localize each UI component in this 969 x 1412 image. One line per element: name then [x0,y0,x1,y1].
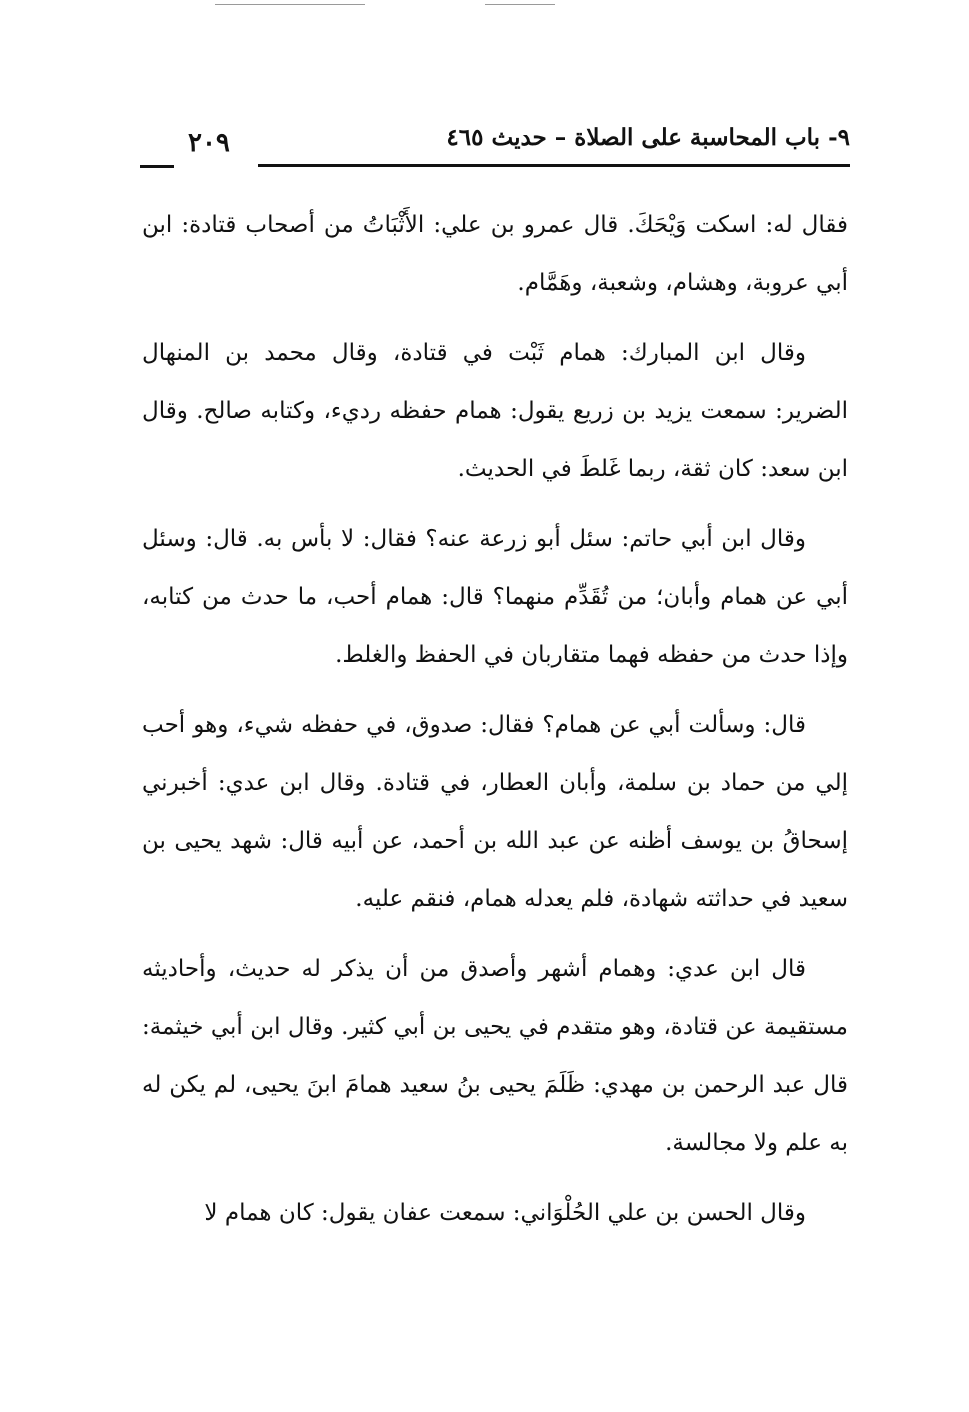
top-edge-rule [485,4,555,5]
paragraph: قال ابن عدي: وهمام أشهر وأصدق من أن يذكر له حديث، وأحاديثه مستقيمة عن قتادة، وهو متقدم في يحيى بن أبي كثير. وقال ابن أبي خيثمة: قال عبد الرحمن بن مهدي: ظَلَمَ يحيى بنُ سعيد همامَ ابنَ يحيى، لم يكن له به علم ولا مجالسة. [142,956,848,1156]
page-body [142,196,848,1242]
paragraph: وقال الحسن بن علي الحُلْوَاني: سمعت عفان يقول: كان همام لا [204,1200,806,1226]
paragraph: وقال ابن المبارك: همام ثَبْت في قتادة، وقال محمد بن المنهال الضرير: سمعت يزيد بن زريع يقول: همام حفظه رديء، وكتابه صالح. وقال ابن سعد: كان ثقة، ربما غَلطَ في الحديث. [142,340,848,482]
page-header [140,120,850,160]
top-edge-rule [215,4,365,5]
paragraph: قال: وسألت أبي عن همام؟ فقال: صدوق، في حفظه شيء، وهو أحب إلي من حماد بن سلمة، وأبان العطار، في قتادة. وقال ابن عدي: أخبرني إسحاقُ بن يوسف أظنه عن عبد الله بن أحمد، عن أبيه قال: شهد يحيى بن سعيد في حداثته شهادة، فلم يعدله همام، فنقم عليه. [142,712,848,912]
header-rule [140,165,174,168]
header-rule [258,164,850,167]
page-number: ٢٠٩ [188,128,230,158]
running-title: ٩- باب المحاسبة على الصلاة – حديث ٤٦٥ [446,124,850,151]
paragraph: فقال له: اسكت وَيْحَكَ. قال عمرو بن علي: الأَثْبَاتُ من أصحاب قتادة: ابن أبي عروبة، وهشام، وشعبة، وهَمَّام. [142,212,848,296]
paragraph: وقال ابن أبي حاتم: سئل أبو زرعة عنه؟ فقال: لا بأس به. قال: وسئل أبي عن همام وأبان؛ من تُقَدِّم منهما؟ قال: همام أحب، ما حدث من كتابه، وإذا حدث من حفظه فهما متقاربان في الحفظ والغلط. [142,526,848,668]
